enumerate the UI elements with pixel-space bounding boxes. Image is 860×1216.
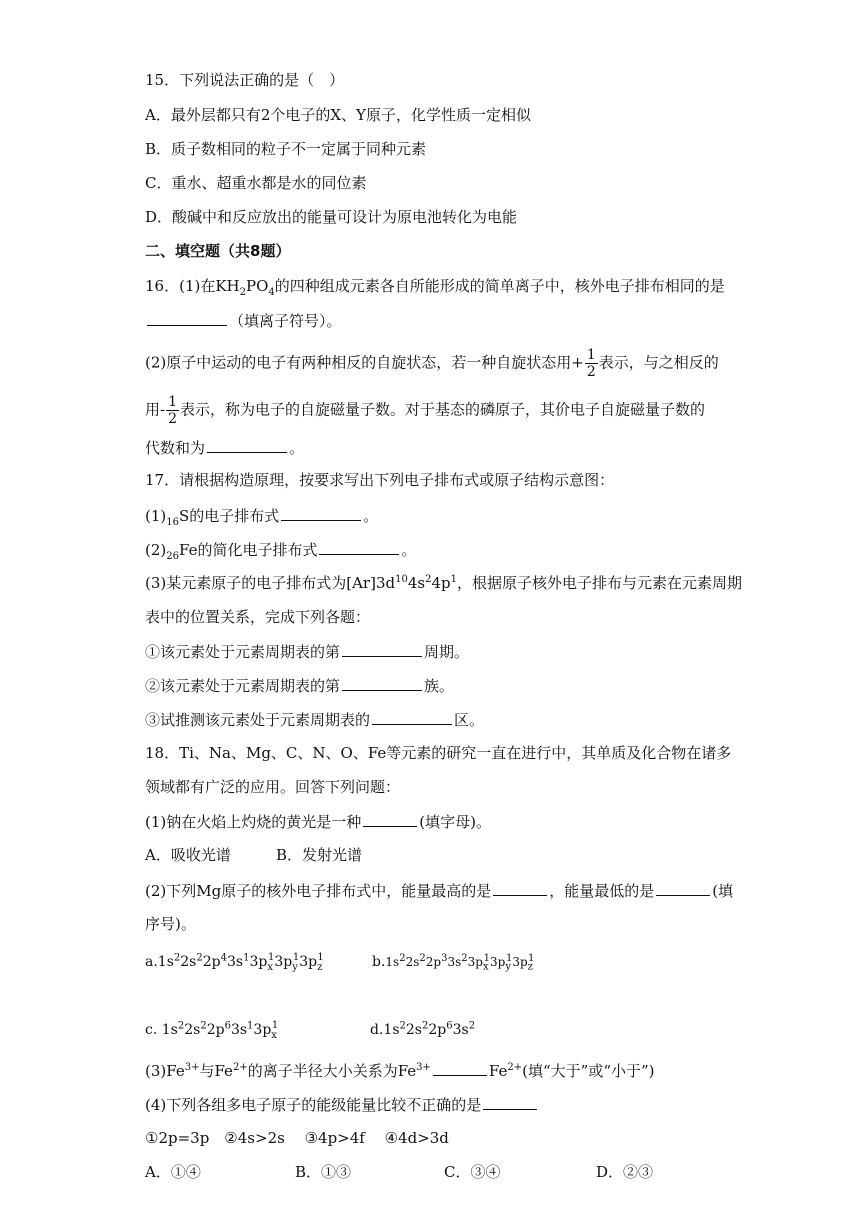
answer-blank[interactable] <box>281 505 361 521</box>
q16-part1-line2 <box>145 310 342 331</box>
q18-text: (填“大于”或“小于”) <box>522 1062 655 1080</box>
q18-part4-items: ①2p=3p ②4s>2s ③4p>4f ④4d>3d <box>145 1129 449 1147</box>
q17-text: ③试推测该元素处于元素周期表的 <box>145 711 371 729</box>
answer-blank[interactable] <box>207 437 287 453</box>
q17-text: ①该元素处于元素周期表的第 <box>145 643 341 661</box>
q18-part1 <box>145 811 491 832</box>
q18-part2-line2: 序号)。 <box>145 915 196 933</box>
q18-text: (1)钠在火焰上灼烧的黄光是一种 <box>145 813 362 831</box>
q15-option-b: B．质子数相同的粒子不一定属于同种元素 <box>145 140 427 158</box>
q18-option-d: D．②③ <box>596 1163 654 1181</box>
q17-text: 周期。 <box>424 643 470 661</box>
section-heading: 二、填空题（共8题） <box>145 242 291 260</box>
answer-blank[interactable] <box>319 539 399 555</box>
q16-text: PO <box>246 277 269 295</box>
q16-text: 代数和为 <box>145 439 206 457</box>
config-b: $b.1s^22s^22p^33s^23p_x^13p_y^13p_z^1$ <box>372 953 535 973</box>
q17-text: 。 <box>401 541 417 559</box>
q18-option-a: A．①④ <box>145 1163 201 1181</box>
config-label: c. <box>145 1022 158 1038</box>
atomic-number: 16 <box>166 517 179 528</box>
answer-blank[interactable] <box>147 310 227 326</box>
q17-text: 族。 <box>424 677 455 695</box>
q15-option-a: A．最外层都只有2个电子的X、Y原子，化学性质一定相似 <box>145 106 531 124</box>
superscript: 1 <box>450 574 457 585</box>
q17-text: (3)某元素原子的电子排布式为[Ar]3d <box>145 574 396 592</box>
superscript: 2+ <box>232 1062 248 1073</box>
config-label: a. <box>145 954 158 970</box>
q17-text: ，根据原子核外电子排布与元素在元素周期 <box>457 574 743 592</box>
q17-text: S的电子排布式 <box>178 507 280 525</box>
q17-sub3 <box>145 709 484 730</box>
q18-option-b: B．①③ <box>295 1163 352 1181</box>
q16-text: 。 <box>289 439 305 457</box>
q17-text: (1) <box>145 507 167 525</box>
q16-text: 16．(1)在KH <box>145 277 240 295</box>
q18-part1-option-b: B．发射光谱 <box>276 846 363 864</box>
q16-text: 表示，与之相反的 <box>598 353 719 372</box>
q16-text: （填离子符号）。 <box>229 312 342 330</box>
q17-text: Fe的简化电子排布式 <box>178 541 318 559</box>
q18-stem-line2: 领域都有广泛的应用。回答下列问题： <box>145 778 401 796</box>
q17-sub1 <box>145 641 469 662</box>
q18-part4 <box>145 1094 539 1115</box>
q15-stem: 15．下列说法正确的是（ ） <box>145 71 345 89</box>
q18-text: 与Fe <box>199 1062 233 1080</box>
answer-blank[interactable] <box>363 811 417 827</box>
q16-part2-line1 <box>145 347 719 380</box>
q18-stem-line1: 18．Ti、Na、Mg、C、N、O、Fe等元素的研究一直在进行中，其单质及化合物在诸多 <box>145 744 732 762</box>
answer-blank[interactable] <box>656 880 710 896</box>
fraction-one-half: $\frac{1}{2}$ <box>168 394 177 427</box>
q17-text: 区。 <box>454 711 485 729</box>
q18-text: 的离子半径大小关系为Fe <box>247 1062 417 1080</box>
q17-text: ②该元素处于元素周期表的第 <box>145 677 341 695</box>
q17-text: 4p <box>431 574 451 592</box>
superscript: 2+ <box>507 1062 523 1073</box>
answer-blank[interactable] <box>433 1060 487 1076</box>
q18-part1-option-a: A．吸收光谱 <box>145 846 231 864</box>
q16-text: 表示，称为电子的自旋磁量子数。对于基态的磷原子，其价电子自旋磁量子数的 <box>180 400 706 419</box>
answer-blank[interactable] <box>342 641 422 657</box>
q16-text: 用- <box>145 400 166 419</box>
q15-option-d: D．酸碱中和反应放出的能量可设计为原电池转化为电能 <box>145 208 518 226</box>
answer-blank[interactable] <box>372 709 452 725</box>
q18-text: (3)Fe <box>145 1062 185 1080</box>
q17-stem: 17．请根据构造原理，按要求写出下列电子排布式或原子结构示意图： <box>145 471 615 489</box>
q17-part2 <box>145 539 416 560</box>
q16-part2-line2 <box>145 394 705 427</box>
config-label: d. <box>370 1022 384 1038</box>
answer-blank[interactable] <box>342 675 422 691</box>
atomic-number: 26 <box>166 551 179 562</box>
q17-text: 4s <box>407 574 426 592</box>
q16-sub: 2 <box>239 287 246 298</box>
q16-sub: 4 <box>268 287 275 298</box>
superscript: 3+ <box>184 1062 200 1073</box>
q18-text: ，能量最低的是 <box>549 882 655 900</box>
superscript: 2 <box>425 574 432 585</box>
q18-option-c: C．③④ <box>444 1163 501 1181</box>
q16-part1-line1 <box>145 276 725 296</box>
fraction-one-half: $\frac{1}{2}$ <box>586 347 596 380</box>
config-d: $d.1s^22s^22p^63s^2$ <box>370 1020 476 1038</box>
q16-text: 的四种组成元素各自所能形成的简单离子中，核外电子排布相同的是 <box>274 277 725 295</box>
q18-text: (4)下列各组多电子原子的能级能量比较不正确的是 <box>145 1096 482 1114</box>
config-c: c. $1s^22s^22p^63s^13p_x^1$ <box>145 1020 279 1041</box>
q18-text: (填字母)。 <box>419 813 491 831</box>
q16-text: (2)原子中运动的电子有两种相反的自旋状态，若一种自旋状态用+ <box>145 353 584 372</box>
config-label: b. <box>372 954 386 970</box>
q17-sub2 <box>145 675 454 696</box>
q18-text: (填 <box>712 882 734 900</box>
q18-text: Fe <box>488 1062 508 1080</box>
q18-text: (2)下列Mg原子的核外电子排布式中，能量最高的是 <box>145 882 492 900</box>
superscript: 10 <box>395 574 408 585</box>
answer-blank[interactable] <box>483 1094 537 1110</box>
q17-text: (2) <box>145 541 167 559</box>
q17-part3-line2: 表中的位置关系，完成下列各题： <box>145 608 371 626</box>
q16-part2-line3 <box>145 437 304 458</box>
q18-part3 <box>145 1060 655 1081</box>
q17-part3-line1 <box>145 573 742 593</box>
q17-part1 <box>145 505 378 526</box>
superscript: 3+ <box>416 1062 431 1073</box>
config-a: $a.1s^22s^22p^43s^13p_x^13p_y^13p_z^1$ <box>145 952 324 973</box>
q18-part2-line1 <box>145 880 733 901</box>
answer-blank[interactable] <box>493 880 547 896</box>
q15-option-c: C．重水、超重水都是水的同位素 <box>145 174 367 192</box>
q17-text: 。 <box>363 507 379 525</box>
